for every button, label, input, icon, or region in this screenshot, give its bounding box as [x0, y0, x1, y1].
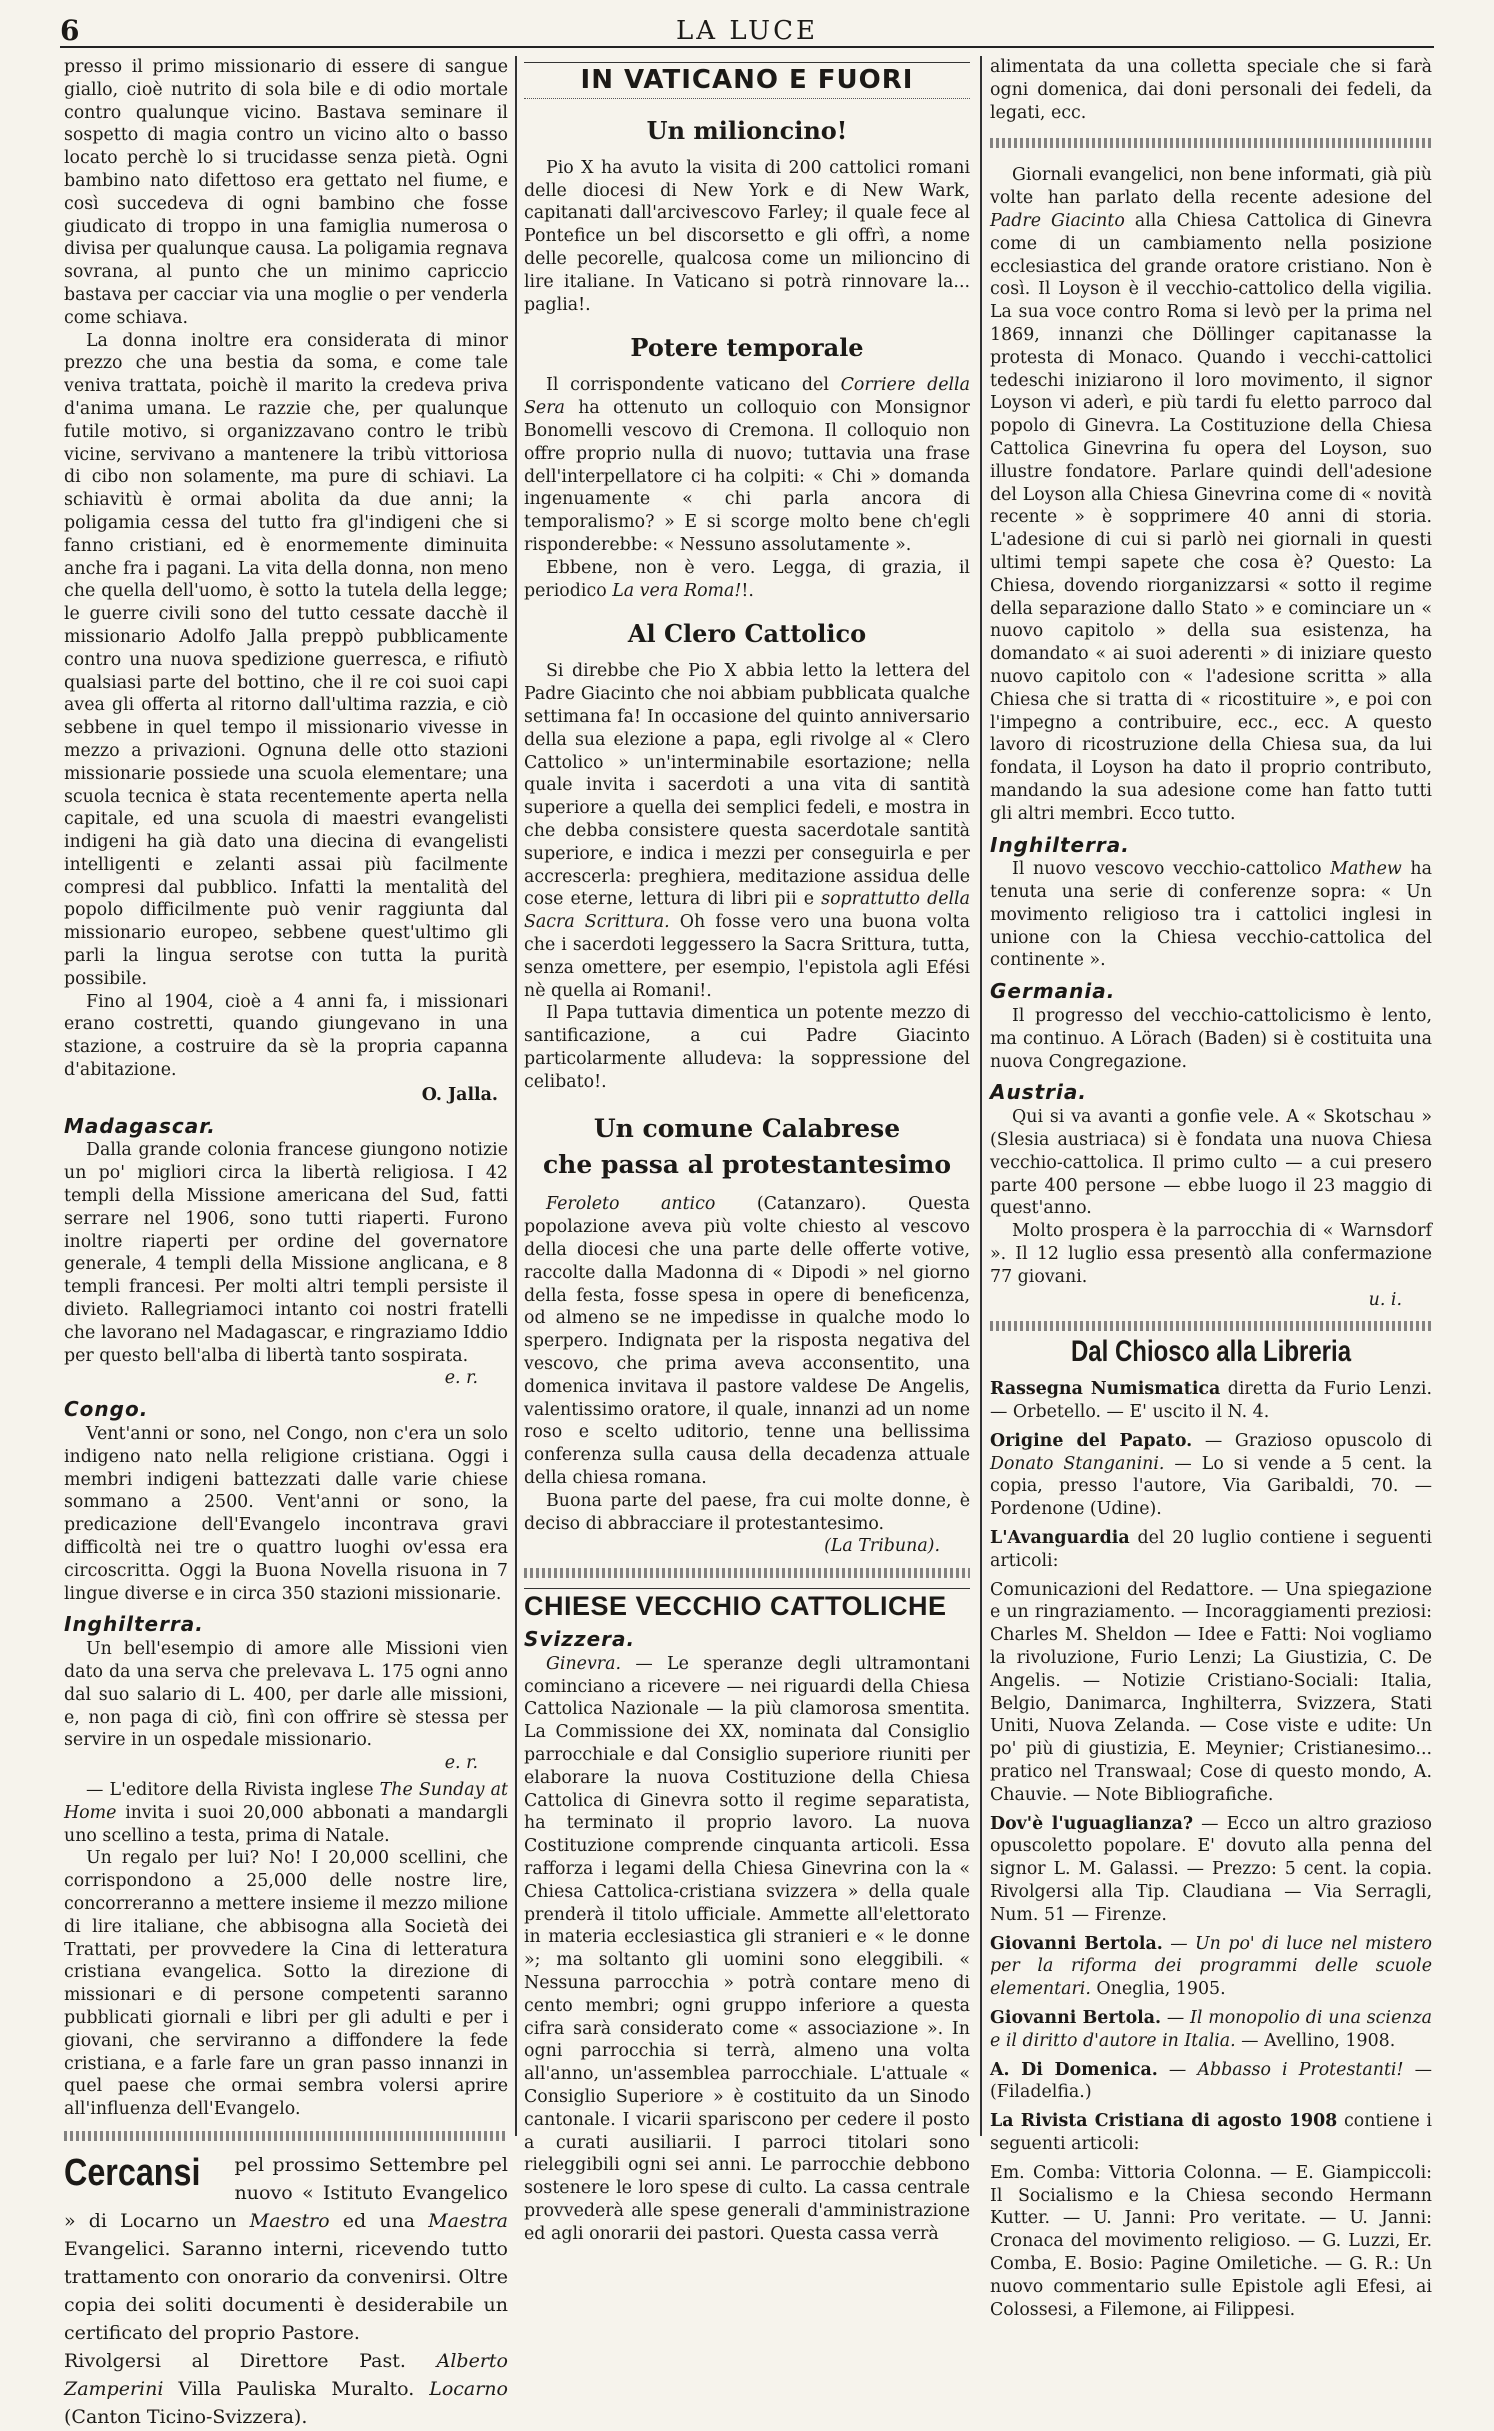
section-title: CHIESE VECCHIO CATTOLICHE	[524, 1591, 947, 1622]
wavy-rule	[64, 2131, 508, 2141]
paragraph: Un regalo per lui? No! I 20,000 scellini, che corrispondono a 25,000 delle nostre lire, concorreranno a mettere insieme il mezzo milione di lire italiane, che abbisogna alla Società dei Trattati, per provvedere la Cina di letteratura cristiana evangelica. Sotto la direzione di missionari e di persone competenti saranno pubblicati giornali e libri per gli adulti e per i giovani, che serviranno a diffondere la fede cristiana, e a farle fare un gran passo innanzi in quel paese che ormai sembra volersi aprire all'influenza dell'Evangelo.	[64, 1848, 508, 2120]
column-2	[524, 56, 970, 2244]
listing: A. Di Domenica. — Abbasso i Protestanti! — (Filadelfia.)	[990, 2059, 1432, 2103]
source: (La Tribuna).	[824, 1536, 940, 1557]
country-heading: Congo.	[64, 1397, 149, 1422]
wavy-rule	[524, 1568, 970, 1578]
paragraph: Il nuovo vescovo vecchio-cattolico Mathew ha tenuta una serie di conferenze sopra: « Un movimento religioso tra i cattolici inglesi in unione con la Chiesa vecchio-cattolica del continente ».	[990, 859, 1432, 971]
article-title: Al Clero Cattolico	[627, 619, 867, 649]
country-heading: Austria.	[990, 1080, 1087, 1105]
paragraph: Ebbene, non è vero. Legga, di grazia, il periodico La vera Roma!!.	[524, 557, 970, 601]
rule	[990, 138, 1432, 148]
paragraph: Molto prospera è la parrocchia di « Warnsdorf ». Il 12 luglio essa presentò alla confermazione 77 giovani.	[990, 1221, 1432, 1287]
paragraph: Un bell'esempio di amore alle Missioni vien dato da una serva che prelevava L. 175 ogni anno dal suo salario di L. 400, per darle alle missioni, e, non paga di ciò, finì con offrire sè stessa per servire in un ospedale missionario.	[64, 1639, 508, 1751]
listing: Rassegna Numismatica diretta da Furio Lenzi. — Orbetello. — E' uscito il N. 4.	[990, 1379, 1432, 1423]
paragraph: Si direbbe che Pio X abbia letto la lettera del Padre Giacinto che noi abbiam pubblicata qualche settimana fa! In occasione del quinto anniversario della sua elezione a papa, egli rivolge al « Clero Cattolico » un'interminabile esortazione; nella quale invita i sacerdoti a una vita di santità superiore a quella dei semplici fedeli, e mostra in che debba consistere questa sacerdotale santità superiore, e indica i mezzi per conseguirla e per accrescerla: preghiera, meditazione assidua delle cose eterne, lettura di libri pii e soprattutto della Sacra Scrittura. Oh fosse vero una buona volta che i sacerdoti leggessero la Sacra Srittura, tutta, senza omettere, per esempio, l'epistola agli Efési nè quella ai Romani!.	[524, 661, 970, 1001]
signature: e. r.	[444, 1753, 478, 1774]
listing: La Rivista Cristiana di agosto 1908 contiene i seguenti articoli:	[990, 2111, 1432, 2154]
newspaper-title: LA LUCE	[676, 16, 818, 46]
country-heading: Svizzera.	[524, 1627, 636, 1652]
signature: u. i.	[1368, 1289, 1402, 1310]
column-3	[990, 56, 1433, 2320]
column-divider-2	[980, 56, 982, 2136]
article-title: Un comune Calabrese che passa al protestantesimo	[542, 1114, 952, 1180]
paragraph: Fino al 1904, cioè a 4 anni fa, i missionari erano costretti, quando giungevano in una stazione, a costruire da sè la propria capanna d'abitazione.	[64, 991, 508, 1081]
paragraph: Vent'anni or sono, nel Congo, non c'era un solo indigeno nato nella religione cristiana. Oggi i membri indigeni battezzati dalle varie chiese sommano a 2500. Vent'anni or sono, la predicazione dell'Evangelo incontrava gravi difficoltà nei tre o quattro luoghi ov'essa era circoscritta. Oggi la Buona Novella risuona in 7 lingue diverse e in circa 350 stazioni missionarie.	[64, 1424, 508, 1604]
paragraph: Pio X ha avuto la visita di 200 cattolici romani delle diocesi di New York e di New Wark, capitanati dall'arcivescovo Farley; il quale fece al Pontefice un bel discorsetto e gli offrì, a nome delle pecorelle, qualcosa come un milioncino di lire italiane. In Vaticano si potrà rinnovare la... paglia!.	[524, 157, 970, 315]
section-title: Dal Chiosco alla Libreria	[1070, 1335, 1352, 1369]
advertisement: Cercansi pel prossimo Settembre pel nuovo « Istituto Evangelico » di Locarno un Maestro ed una Maestra Evangelici. Saranno interni, ricevendo tutto trattamento con onorario da convenirsi. Oltre copia dei soliti documenti è desiderabile un certificato del proprio Pastore. Rivolgersi al Direttore Past. Alberto Zamperini Villa Pauliska Muralto. Locarno (Canton Ticino-Svizzera).	[64, 2151, 509, 2428]
country-heading: Inghilterra.	[64, 1612, 204, 1637]
paragraph: Giornali evangelici, non bene informati, già più volte han parlato della recente adesione del Padre Giacinto alla Chiesa Cattolica di Ginevra come di un cambiamento nella posizione ecclesiastica del grande oratore cristiano. Non è così. Il Loyson è il vecchio-cattolico della vigilia. La sua voce contro Roma si levò per la prima nel 1869, innanzi che Döllinger capitanasse la protesta di Monaco. Quando i vecchi-cattolici tedeschi iniziarono il loro movimento, il signor Loyson vi aderì, e più tardi fu eletto parroco dal popolo di Ginevra. La Costituzione della Chiesa Cattolica Ginevrina fu opera del Loyson, suo illustre fondatore. Parlare quindi dell'adesione del Loyson alla Chiesa Ginevrina come di « novità recente » è sopprimere 40 anni di storia. L'adesione di cui si parlò nei giornali in questi ultimi tempi sapete che cosa è? Questo: La Chiesa, dovendo riorganizzarsi « sotto il regime della separazione dallo Stato » e cominciare un « nuovo capitolo » della sua esistenza, ha domandato « ai suoi aderenti » di iniziare questo nuovo capitolo con « l'adesione scritta » alla Chiesa che si tratta di « ricostituire », e poi con l'impegno a contribuire, ecc., ecc. A questo lavoro di ricostruzione della Chiesa sua, da lui fondata, il Loyson ha dato il proprio contributo, mandando la sua adesione come han fatto tutti gli altri membri. Ecco tutto.	[990, 165, 1432, 824]
listing: L'Avanguardia del 20 luglio contiene i seguenti articoli:	[990, 1528, 1432, 1571]
signature: O. Jalla.	[421, 1084, 498, 1105]
paragraph: — L'editore della Rivista inglese The Sunday at Home invita i suoi 20,000 abbonati a mandargli uno scellino a testa, prima di Natale.	[64, 1779, 508, 1846]
masthead	[60, 12, 1434, 48]
article-title: Un milioncino!	[646, 115, 848, 145]
listing: Origine del Papato. — Grazioso opuscolo di Donato Stanganini. — Lo si vende a 5 cent. la copia, presso l'autore, Via Garibaldi, 70. — Pordenone (Udine).	[990, 1430, 1432, 1520]
listing: Giovanni Bertola. — Il monopolio di una scienza e il diritto d'autore in Italia. — Avellino, 1908.	[990, 2007, 1433, 2051]
paragraph: La donna inoltre era considerata di minor prezzo che una bestia da soma, e come tale veniva trattata, poichè il marito la credeva priva d'anima umana. Le razzie che, per qualunque futile motivo, si organizzavano contro le tribù vicine, servivano a mantenere la tribù vittoriosa di cibo non solamente, ma pure di schiavi. La schiavitù è ormai abolita da due anni; la poligamia cessa del tutto fra gl'indigeni che si fanno cristiani, ed è enormemente diminuita anche fra i pagani. La vita della donna, non meno che quella dell'uomo, è sotto la tutela della legge; le guerre civili sono del tutto cessate dacchè il missionario Adolfo Jalla preppò pubblicamente contro una nuova spedizione guerresca, e rifiutò qualsiasi parte del bottino, che il re coi suoi capi avea gli offerta al ritorno dall'ultima razzia, e ciò sebbene in quel tempo il missionario vivesse in mezzo a privazioni. Ognuna delle otto stazioni missionarie possiede una scuola elementare; una scuola tecnica è stata recentemente aperta nella capitale, ed una scuola di maestri evangelisti indigeni ha già dato una diecina di evangelisti intelligenti e zelanti assai più facilmente compresi dal pubblico. Infatti la mentalità del popolo difficilmente può venir raggiunta dal missionario europeo, sebbene quest'ultimo gli parli la lingua serotse con tutta la purità possibile.	[64, 330, 508, 989]
paragraph: Il progresso del vecchio-cattolicismo è lento, ma continuo. A Lörach (Baden) si è costituita una nuova Congregazione.	[990, 1006, 1432, 1072]
section-title: IN VATICANO E FUORI	[580, 65, 914, 95]
paragraph: alimentata da una colletta speciale che si farà ogni domenica, dai doni personali dei fedeli, da legati, ecc.	[990, 57, 1432, 123]
paragraph: Dalla grande colonia francese giungono notizie un po' migliori circa la libertà religiosa. I 42 templi della Missione americana del Sud, fatti serrare nel 1906, sono tutti riaperti. Furono inoltre riaperti per ordine del governatore generale, 4 templi della Missione anglicana, e 8 templi francesi. Per molti altri templi persiste il divieto. Rallegriamoci intanto coi nostri fratelli che lavorano nel Madagascar, e ringraziamo Iddio per questo bell'alba di libertà tanto sospirata.	[64, 1140, 508, 1366]
ad-headword: Cercansi	[64, 2151, 201, 2194]
paragraph: Qui si va avanti a gonfie vele. A « Skotschau » (Slesia austriaca) si è fondata una nuova Chiesa vecchio-cattolica. Il primo culto — a cui presero parte 400 persone — ebbe luogo il 23 maggio di quest'anno.	[990, 1107, 1432, 1219]
paragraph: Ginevra. — Le speranze degli ultramontani cominciano a ricevere — nei riguardi della Chiesa Cattolica Nazionale — la più clamorosa smentita. La Commissione dei XX, nominata dal Consiglio parrocchiale e dal Consiglio superiore riuniti per elaborare la nuova Costituzione della Chiesa Cattolica di Ginevra sotto il regime separatista, ha terminato il proprio lavoro. La nuova Costituzione comprende cinquanta articoli. Essa rafforza i legami della Chiesa Ginevrina con la « Chiesa Cattolica-cristiana svizzera » della quale prenderà il titolo ufficiale. Ammette all'elettorato in materia ecclesiastica gli stranieri e « le donne »; ma soltanto gli uomini sono eleggibili. « Nessuna parrocchia » potrà contare meno di cento membri; ogni gruppo inferiore a questa cifra sarà considerato come « associazione ». In ogni parrocchia si terrà, almeno una volta all'anno, un'assemblea parrocchiale. L'attuale « Consiglio Superiore » è costituito da un Sinodo cantonale. I vicarii spariscono per cedere il posto a curati ausiliarii. I parroci titolari sono rieleggibili ogni sei anni. Le parrocchie debbono sostenere le loro spese di culto. La cassa centrale provvederà alle spese generali d'amministrazione ed agli onorarii dei pastori. Questa cassa verrà	[524, 1653, 970, 2244]
country-heading: Inghilterra.	[990, 832, 1130, 857]
paragraph: Il corrispondente vaticano del Corriere della Sera ha ottenuto un colloquio con Monsignor Bonomelli vescovo di Cremona. Il colloquio non offre proprio nulla di nuovo; tuttavia una frase dell'interpellatore ci ha colpiti: « Chi » domanda ingenuamente « chi parla ancora di temporalismo? » E si scorge molto bene ch'egli risponderebbe: « Nessuno assolutamente ».	[524, 375, 970, 555]
signature: e. r.	[444, 1368, 478, 1389]
paragraph: Il Papa tuttavia dimentica un potente mezzo di santificazione, a cui Padre Giacinto particolarmente alludeva: la soppressione del celibato!.	[524, 1003, 970, 1092]
listing: Dov'è l'uguaglianza? — Ecco un altro grazioso opuscoletto popolare. E' dovuto alla penna del signor L. M. Galassi. — Prezzo: 5 cent. la copia. Rivolgersi alla Tip. Claudiana — Via Serragli, Num. 51 — Firenze.	[990, 1813, 1432, 1925]
country-heading: Germania.	[990, 979, 1116, 1004]
column-divider-1	[515, 56, 517, 2136]
listing: Giovanni Bertola. — Un po' di luce nel mistero per la riforma dei programmi delle scuole elementari. Oneglia, 1905.	[990, 1933, 1432, 2000]
country-heading: Madagascar.	[64, 1113, 216, 1138]
listing: Em. Comba: Vittoria Colonna. — E. Giampiccoli: Il Socialismo e la Chiesa secondo Hermann Kutter. — U. Janni: Pro veritate. — U. Janni: Cronaca del movimento religioso. — G. Luzzi, Er. Comba, E. Bosio: Pagine Omiletiche. — G. R.: Un nuovo commentario sulle Epistole agli Efesi, ai Colossesi, a Filemone, ai Filippesi.	[990, 2162, 1432, 2320]
page-number: 6	[60, 14, 80, 47]
wavy-rule	[990, 1321, 1432, 1331]
article-title: Potere temporale	[630, 333, 864, 363]
paragraph: presso il primo missionario di essere di sangue giallo, cioè nutrito di sola bile e di odio mortale contro qualunque vicino. Bastava seminare il sospetto di magia contro un vicino alto o basso locato perchè lo si trucidasse senza pietà. Ogni bambino nato difettoso era gettato nel fiume, e così succedeva di ogni bambino che fosse giudicato di troppo in una famiglia numerosa o divisa per qualunque causa. La poligamia regnava sovrana, al punto che un minimo capriccio bastava per cacciar via una moglie o per venderla come schiava.	[64, 57, 508, 328]
book-listings	[990, 1378, 1432, 2321]
paragraph: Buona parte del paese, fra cui molte donne, è deciso di abbracciare il protestantesimo.	[524, 1490, 970, 1534]
paragraph: Feroleto antico (Catanzaro). Questa popolazione aveva più volte chiesto al vescovo della diocesi che una parte delle offerte votive, raccolte dalla Madonna di « Dipodi » nel giorno della festa, fosse spesa in opere di beneficenza, od almeno se ne impedisse in qualche modo lo sperpero. Indignata per la risposta negativa del vescovo, che prima aveva acconsentito, una domenica invitava il pastore valdese De Angelis, valentissimo oratore, il quale, innanzi ad un nome roso e scelto uditorio, tenne una bellissima conferenza sulla causa della decadenza attuale della chiesa romana.	[524, 1194, 970, 1489]
listing: Comunicazioni del Redattore. — Una spiegazione e un ringraziamento. — Incoraggiamenti preziosi: Charles M. Sheldon — Idee e Fatti: Noi vogliamo la rivoluzione, Furio Lenzi; La Giustizia, C. De Angelis. — Notizie Cristiano-Sociali: Italia, Belgio, Danimarca, Inghilterra, Svizzera, Stati Uniti, Nuova Zelanda. — Cose viste e udite: Un po' più di giustizia, E. Meynier; Cristianesimo... pratico nel Transwaal; Cose di questo mondo, A. Chauvie. — Note Bibliografiche.	[990, 1579, 1432, 1805]
column-1	[64, 56, 509, 2428]
